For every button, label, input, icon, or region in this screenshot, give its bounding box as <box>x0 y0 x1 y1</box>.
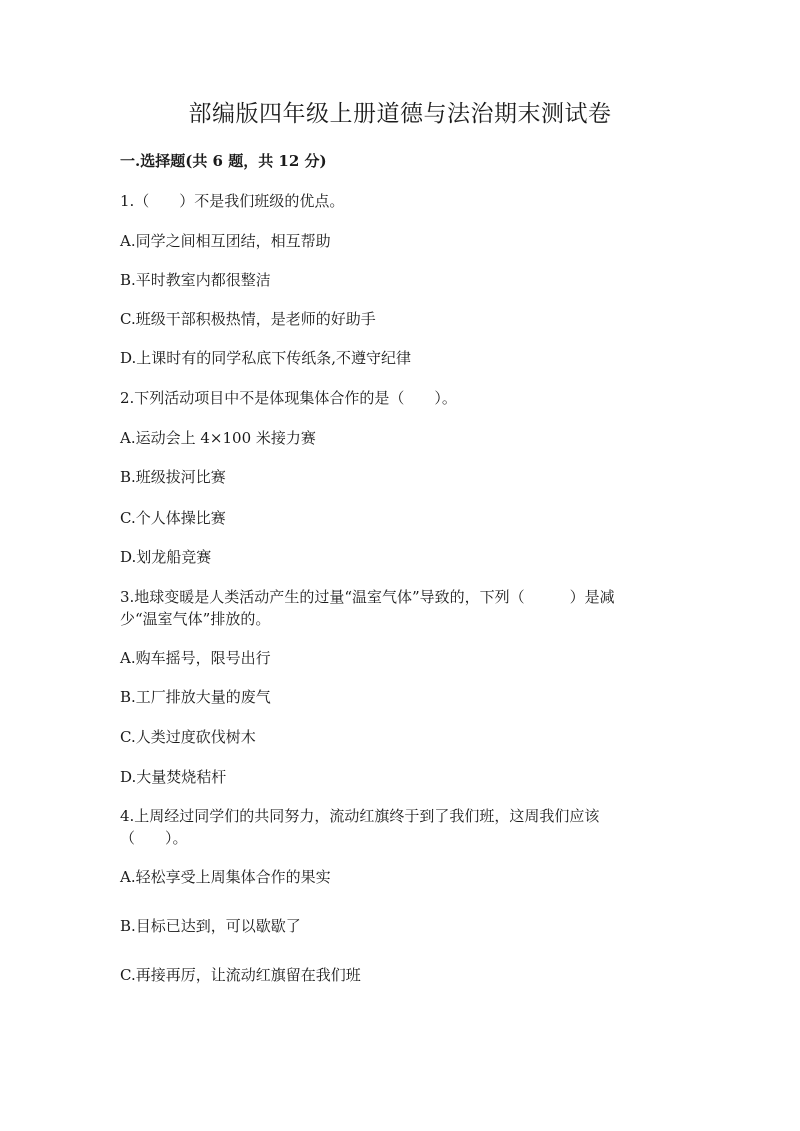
question-1-stem: 1.（ ）不是我们班级的优点。 <box>120 192 345 210</box>
question-4-option-a: A.轻松享受上周集体合作的果实 <box>120 868 331 886</box>
question-3-option-c: C.人类过度砍伐树木 <box>120 728 256 746</box>
question-1-option-c: C.班级干部积极热情，是老师的好助手 <box>120 310 376 328</box>
question-4-stem-line-1: 4.上周经过同学们的共同努力，流动红旗终于到了我们班，这周我们应该 <box>120 807 600 825</box>
question-2-option-a: A.运动会上 4×100 米接力赛 <box>120 429 316 447</box>
question-3-stem-line-2: 少“温室气体”排放的。 <box>120 610 271 628</box>
question-2-option-c: C.个人体操比赛 <box>120 509 226 527</box>
question-2-option-d: D.划龙船竞赛 <box>120 548 212 566</box>
question-4-option-c: C.再接再厉，让流动红旗留在我们班 <box>120 966 361 984</box>
question-1-option-d: D.上课时有的同学私底下传纸条,不遵守纪律 <box>120 349 412 367</box>
question-2-stem: 2.下列活动项目中不是体现集体合作的是（ ）。 <box>120 389 457 407</box>
question-3-option-b: B.工厂排放大量的废气 <box>120 688 271 706</box>
section-heading: 一.选择题(共 6 题，共 12 分) <box>120 152 327 170</box>
question-1-option-b: B.平时教室内都很整洁 <box>120 271 271 289</box>
question-4-option-b: B.目标已达到，可以歇歇了 <box>120 917 301 935</box>
question-3-option-a: A.购车摇号，限号出行 <box>120 649 271 667</box>
page-title: 部编版四年级上册道德与法治期末测试卷 <box>188 101 612 127</box>
question-2-option-b: B.班级拔河比赛 <box>120 468 226 486</box>
question-3-stem-line-1: 3.地球变暖是人类活动产生的过量“温室气体”导致的，下列（ ）是减 <box>120 588 615 606</box>
question-3-option-d: D.大量焚烧秸杆 <box>120 768 227 786</box>
question-4-stem-line-2: （ ）。 <box>120 829 188 847</box>
question-1-option-a: A.同学之间相互团结，相互帮助 <box>120 232 331 250</box>
